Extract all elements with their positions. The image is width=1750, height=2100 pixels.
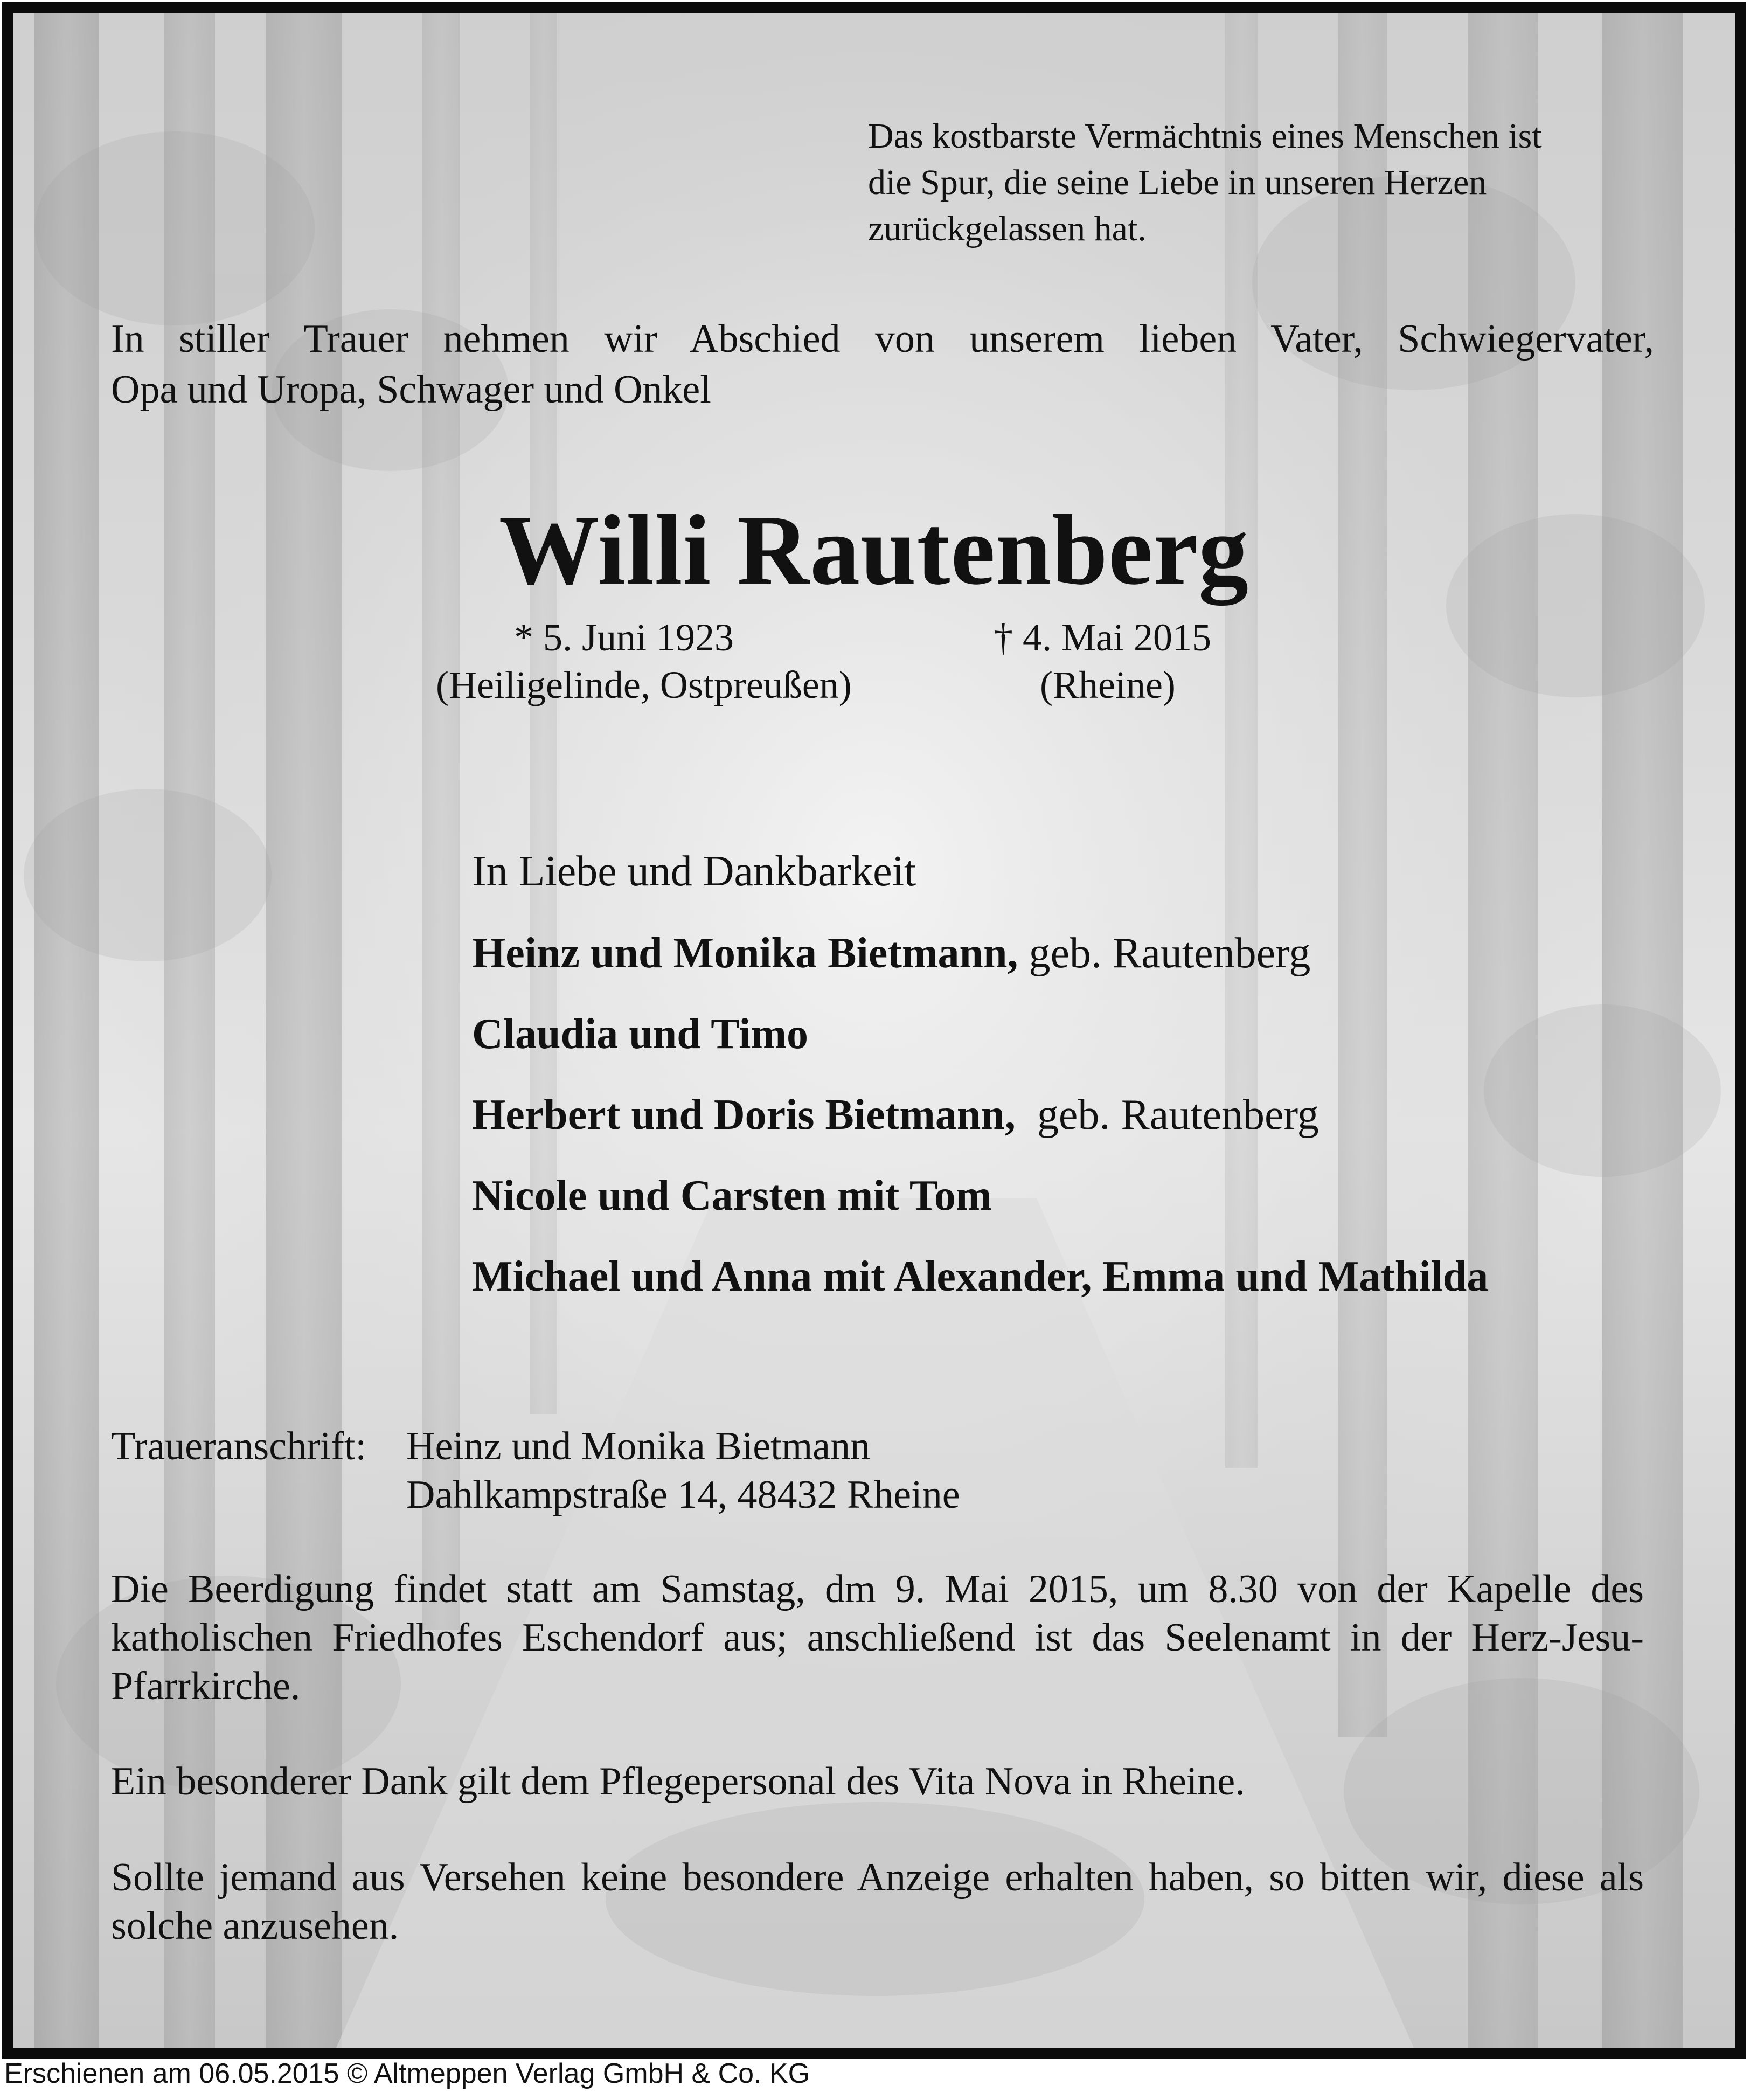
- quote-line-1: Das kostbarste Vermächtnis eines Menschen ist: [868, 116, 1542, 156]
- family-entry-name: Michael und Anna mit Alexander, Emma und Mathilda: [472, 1253, 1489, 1300]
- family-entry: [472, 929, 1310, 978]
- birth-place: (Heiligelinde, Ostpreußen): [436, 663, 852, 706]
- family-entry: [472, 1010, 808, 1059]
- family-entry-note: geb. Rautenberg: [1018, 930, 1311, 977]
- address-line-2: Dahlkampstraße 14, 48432 Rheine: [406, 1473, 960, 1517]
- intro-line-1: In stiller Trauer nehmen wir Abschied von unserem lieben Vater, Schwiegervater,: [111, 317, 1654, 361]
- address-line-1: Heinz und Monika Bietmann: [406, 1424, 871, 1468]
- family-entry-name: Heinz und Monika Bietmann,: [472, 930, 1018, 977]
- family-entry: [472, 1252, 1488, 1301]
- publication-footer: Erschienen am 06.05.2015 © Altmeppen Verlag GmbH & Co. KG: [4, 2058, 810, 2089]
- family-entry: [472, 1091, 1319, 1140]
- birth-date: * 5. Juni 1923: [514, 616, 734, 659]
- family-intro: In Liebe und Dankbarkeit: [472, 848, 916, 895]
- quote-line-3: zurückgelassen hat.: [868, 209, 1147, 248]
- family-entry-name: Claudia und Timo: [472, 1010, 809, 1058]
- deceased-name: Willi Rautenberg: [498, 495, 1249, 606]
- obituary-notice: [2, 2, 1746, 2059]
- intro-line-2: Opa und Uropa, Schwager und Onkel: [111, 368, 711, 412]
- quote-line-2: die Spur, die seine Liebe in unseren Herzen: [868, 163, 1487, 202]
- funeral-paragraph: Die Beerdigung findet statt am Samstag, dm 9. Mai 2015, um 8.30 von der Kapelle des katholischen Friedhofes Eschendorf aus; anschließend ist das Seelenamt in der Herz-Jesu-Pfarrkirche.: [111, 1567, 1644, 1708]
- family-entry-note: geb. Rautenberg: [1015, 1091, 1319, 1139]
- thanks-paragraph: Ein besonderer Dank gilt dem Pflegepersonal des Vita Nova in Rheine.: [111, 1759, 1245, 1804]
- quote-block: [868, 113, 1542, 252]
- intro-paragraph: [111, 314, 1654, 415]
- address-label: Traueranschrift:: [111, 1424, 367, 1468]
- death-place: (Rheine): [1040, 663, 1176, 706]
- notice-paragraph: Sollte jemand aus Versehen keine besondere Anzeige erhalten haben, so bitten wir, diese als solche anzusehen.: [111, 1855, 1644, 1948]
- family-entry-name: Herbert und Doris Bietmann,: [472, 1091, 1016, 1139]
- family-entry-name: Nicole und Carsten mit Tom: [472, 1172, 992, 1219]
- death-date: † 4. Mai 2015: [994, 616, 1211, 659]
- family-entry: [472, 1172, 992, 1221]
